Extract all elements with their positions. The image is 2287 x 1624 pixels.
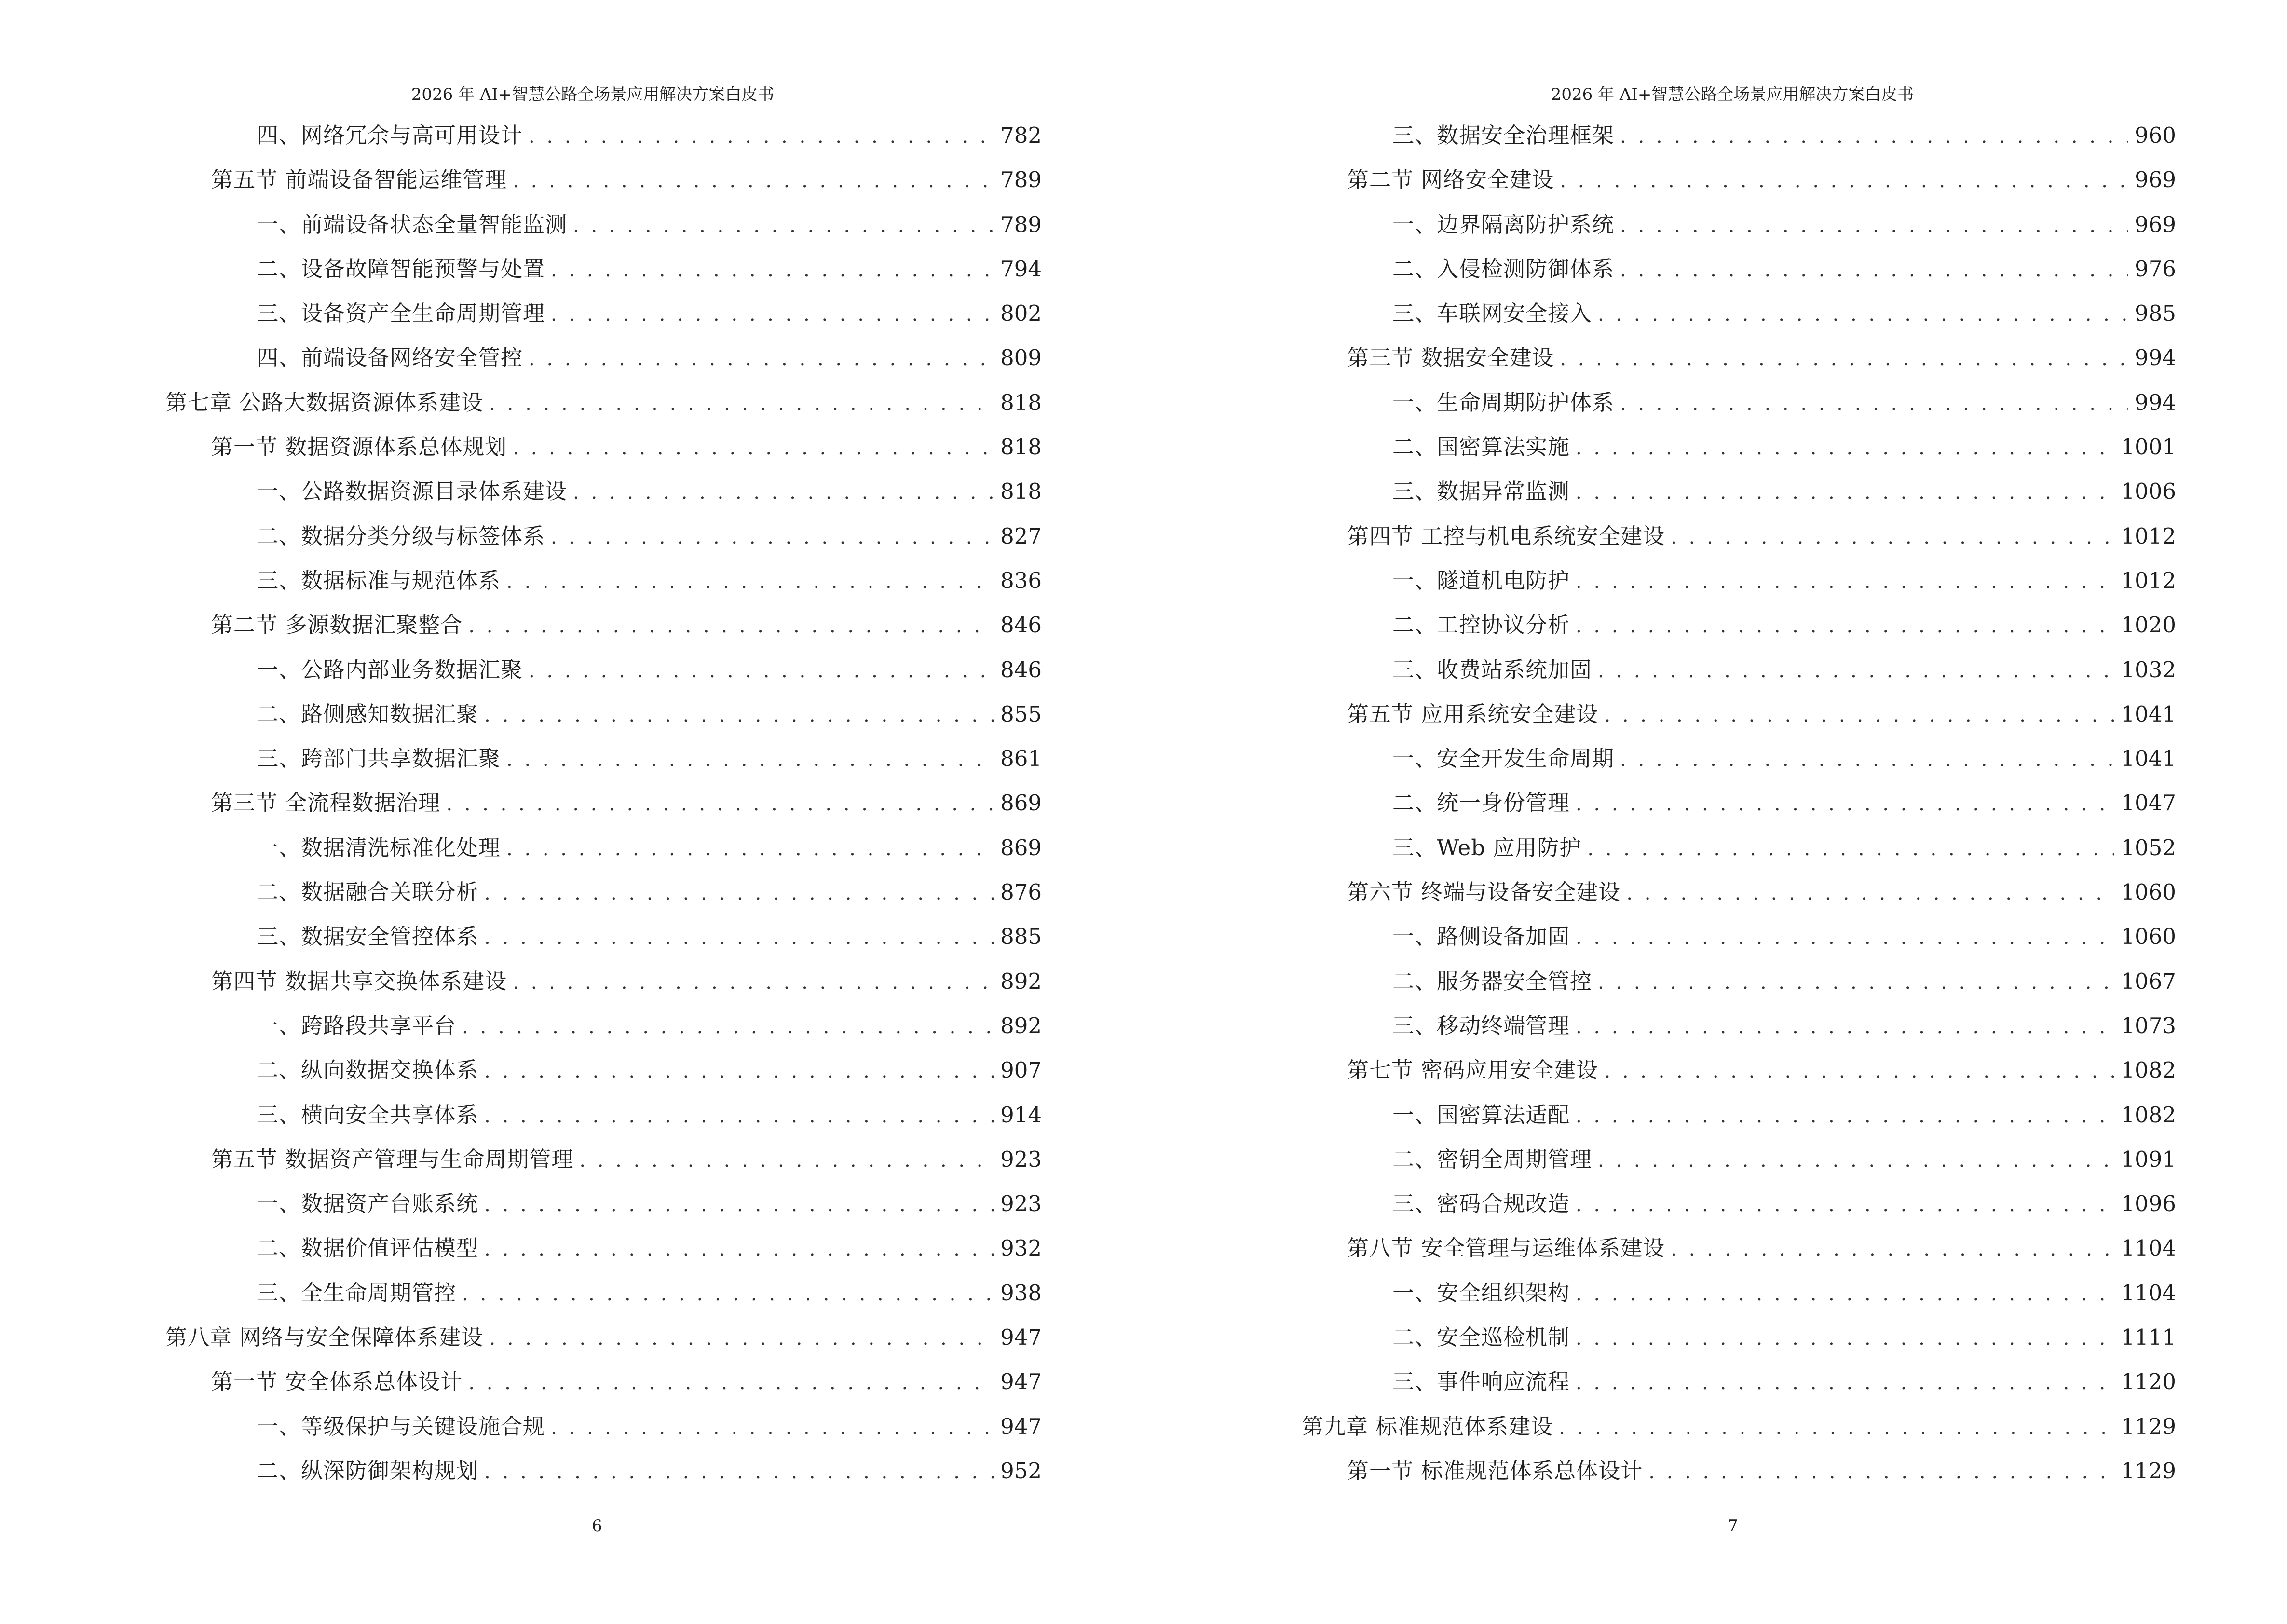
toc-entry-title: 一、生命周期防护体系 bbox=[1392, 389, 1615, 415]
toc-entry[interactable] bbox=[0, 118, 1042, 162]
dot-leader bbox=[484, 927, 994, 949]
toc-entry-page-number: 1111 bbox=[2121, 1324, 2176, 1351]
toc-entry-title: 二、纵深防御架构规划 bbox=[257, 1458, 479, 1484]
dot-leader bbox=[484, 1238, 994, 1260]
toc-entry-page-number: 932 bbox=[1000, 1235, 1042, 1261]
dot-leader bbox=[551, 1417, 994, 1439]
toc-entry-title: 二、数据融合关联分析 bbox=[257, 879, 479, 905]
toc-entry[interactable] bbox=[1144, 607, 2176, 652]
toc-entry-page-number: 914 bbox=[1000, 1102, 1042, 1128]
toc-entry-page-number: 1052 bbox=[2121, 834, 2176, 860]
dot-leader bbox=[484, 1105, 994, 1127]
toc-entry[interactable] bbox=[1144, 474, 2176, 518]
dot-leader bbox=[1587, 838, 2114, 860]
toc-entry-page-number: 1012 bbox=[2121, 567, 2176, 593]
toc-entry-title: 第三节 全流程数据治理 bbox=[211, 790, 441, 816]
toc-entry-page-number: 947 bbox=[1000, 1324, 1042, 1351]
toc-entry-page-number: 923 bbox=[1000, 1191, 1042, 1217]
page-number: 7 bbox=[1728, 1516, 1738, 1536]
dot-leader bbox=[1576, 571, 2114, 593]
toc-entry-page-number: 861 bbox=[1000, 746, 1042, 772]
toc-entry[interactable] bbox=[1144, 1275, 2176, 1320]
toc-entry-page-number: 1020 bbox=[2121, 612, 2176, 638]
dot-leader bbox=[506, 571, 994, 593]
toc-entry-page-number: 960 bbox=[2135, 123, 2176, 148]
toc-entry-page-number: 1067 bbox=[2121, 968, 2176, 994]
dot-leader bbox=[1576, 1016, 2114, 1038]
dot-leader bbox=[573, 215, 994, 237]
toc-entry[interactable] bbox=[0, 652, 1042, 696]
dot-leader bbox=[462, 1016, 994, 1038]
toc-entry[interactable] bbox=[0, 1008, 1042, 1052]
toc-entry-title: 第二节 网络安全建设 bbox=[1347, 167, 1554, 193]
dot-leader bbox=[1648, 1461, 2114, 1483]
toc-entry-page-number: 1032 bbox=[2121, 656, 2176, 682]
dot-leader bbox=[484, 1060, 994, 1082]
toc-entry-page-number: 994 bbox=[2135, 345, 2176, 371]
toc-entry-page-number: 1001 bbox=[2121, 434, 2176, 460]
toc-entry-title: 第二节 多源数据汇聚整合 bbox=[211, 612, 463, 638]
dot-leader bbox=[1576, 615, 2114, 637]
dot-leader bbox=[484, 1194, 994, 1216]
dot-leader bbox=[484, 1461, 994, 1483]
toc-entry-title: 一、等级保护与关键设施合规 bbox=[257, 1413, 545, 1439]
dot-leader bbox=[1576, 1194, 2114, 1216]
toc-entry[interactable] bbox=[0, 207, 1042, 251]
dot-leader bbox=[1620, 215, 2128, 237]
toc-entry[interactable] bbox=[0, 1409, 1042, 1453]
toc-entry-title: 二、数据分类分级与标签体系 bbox=[257, 523, 545, 549]
toc-entry[interactable] bbox=[1144, 251, 2176, 296]
toc-entry[interactable] bbox=[0, 296, 1042, 340]
toc-entry-page-number: 869 bbox=[1000, 790, 1042, 816]
toc-entry[interactable] bbox=[0, 1453, 1042, 1498]
toc-entry-page-number: 1047 bbox=[2121, 790, 2176, 816]
toc-entry-title: 二、安全巡检机制 bbox=[1392, 1324, 1570, 1351]
dot-leader bbox=[468, 1372, 994, 1394]
toc-entry-page-number: 1060 bbox=[2121, 924, 2176, 950]
toc-entry-title: 一、路侧设备加固 bbox=[1392, 924, 1570, 950]
dot-leader bbox=[1604, 704, 2114, 726]
toc-entry[interactable] bbox=[0, 251, 1042, 296]
toc-entry-title: 一、公路数据资源目录体系建设 bbox=[257, 478, 568, 505]
toc-entry-title: 二、国密算法实施 bbox=[1392, 434, 1570, 460]
toc-entry-title: 第一节 安全体系总体设计 bbox=[211, 1369, 463, 1395]
toc-entry[interactable] bbox=[0, 474, 1042, 518]
toc-entry-title: 三、密码合规改造 bbox=[1392, 1191, 1570, 1217]
dot-leader bbox=[1576, 481, 2114, 504]
toc-entry[interactable] bbox=[0, 162, 1042, 206]
dot-leader bbox=[1598, 303, 2128, 326]
toc-entry-page-number: 907 bbox=[1000, 1057, 1042, 1083]
dot-leader bbox=[1620, 393, 2128, 415]
toc-entry-page-number: 1104 bbox=[2121, 1280, 2176, 1306]
toc-entry-title: 第七章 公路大数据资源体系建设 bbox=[165, 389, 484, 415]
page-header: 2026 年 AI+智慧公路全场景应用解决方案白皮书 bbox=[411, 85, 775, 104]
dot-leader bbox=[1598, 1149, 2114, 1172]
toc-entry-page-number: 938 bbox=[1000, 1280, 1042, 1306]
toc-entry[interactable] bbox=[1144, 1453, 2176, 1498]
toc-entry-title: 一、数据清洗标准化处理 bbox=[257, 834, 501, 860]
toc-entry[interactable] bbox=[1144, 1364, 2176, 1408]
toc-entry-page-number: 1082 bbox=[2121, 1102, 2176, 1128]
toc-entry-title: 第五节 前端设备智能运维管理 bbox=[211, 167, 507, 193]
toc-entry-page-number: 952 bbox=[1000, 1458, 1042, 1484]
toc-entry[interactable] bbox=[1144, 964, 2176, 1008]
toc-entry[interactable] bbox=[1144, 429, 2176, 474]
dot-leader bbox=[468, 615, 994, 637]
toc-entry-page-number: 1129 bbox=[2121, 1458, 2176, 1484]
toc-entry[interactable] bbox=[1144, 118, 2176, 162]
page-number: 6 bbox=[592, 1516, 602, 1536]
toc-entry[interactable] bbox=[1144, 696, 2176, 741]
dot-leader bbox=[529, 125, 994, 148]
toc-entry[interactable] bbox=[0, 1230, 1042, 1275]
toc-entry-page-number: 809 bbox=[1000, 345, 1042, 371]
dot-leader bbox=[513, 971, 994, 994]
dot-leader bbox=[1671, 1238, 2114, 1260]
dot-leader bbox=[1576, 927, 2114, 949]
dot-leader bbox=[1576, 1283, 2114, 1305]
table-of-contents bbox=[1144, 118, 2176, 1498]
dot-leader bbox=[1620, 125, 2128, 148]
toc-entry[interactable] bbox=[1144, 830, 2176, 874]
toc-entry-page-number: 1129 bbox=[2121, 1413, 2176, 1439]
toc-entry-page-number: 794 bbox=[1000, 256, 1042, 282]
toc-entry-page-number: 885 bbox=[1000, 924, 1042, 950]
toc-entry[interactable] bbox=[0, 1052, 1042, 1097]
toc-entry-page-number: 802 bbox=[1000, 300, 1042, 327]
toc-entry-title: 二、工控协议分析 bbox=[1392, 612, 1570, 638]
toc-entry-page-number: 969 bbox=[2135, 167, 2176, 193]
toc-entry-page-number: 789 bbox=[1000, 167, 1042, 193]
toc-entry-title: 第七节 密码应用安全建设 bbox=[1347, 1057, 1599, 1083]
toc-entry-title: 第八节 安全管理与运维体系建设 bbox=[1347, 1235, 1665, 1261]
toc-entry-title: 一、边界隔离防护系统 bbox=[1392, 211, 1615, 237]
toc-entry[interactable] bbox=[0, 830, 1042, 874]
toc-entry-page-number: 818 bbox=[1000, 434, 1042, 460]
toc-entry[interactable] bbox=[0, 385, 1042, 429]
toc-entry[interactable] bbox=[1144, 785, 2176, 830]
toc-entry-title: 二、入侵检测防御体系 bbox=[1392, 256, 1615, 282]
dot-leader bbox=[1671, 526, 2114, 548]
toc-entry-title: 一、国密算法适配 bbox=[1392, 1102, 1570, 1128]
toc-entry-page-number: 1060 bbox=[2121, 879, 2176, 905]
toc-entry[interactable] bbox=[1144, 1186, 2176, 1230]
dot-leader bbox=[484, 704, 994, 726]
toc-entry[interactable] bbox=[1144, 1052, 2176, 1097]
toc-entry-title: 一、安全组织架构 bbox=[1392, 1280, 1570, 1306]
toc-entry-page-number: 947 bbox=[1000, 1413, 1042, 1439]
toc-entry-title: 一、安全开发生命周期 bbox=[1392, 746, 1615, 772]
toc-entry[interactable] bbox=[0, 964, 1042, 1008]
dot-leader bbox=[1598, 971, 2114, 994]
toc-entry-page-number: 1041 bbox=[2121, 701, 2176, 727]
toc-entry-page-number: 892 bbox=[1000, 1012, 1042, 1038]
toc-entry-page-number: 876 bbox=[1000, 879, 1042, 905]
toc-entry[interactable] bbox=[0, 1142, 1042, 1186]
toc-entry-page-number: 818 bbox=[1000, 478, 1042, 505]
toc-entry-page-number: 1096 bbox=[2121, 1191, 2176, 1217]
toc-entry[interactable] bbox=[1144, 919, 2176, 963]
toc-entry[interactable] bbox=[1144, 1230, 2176, 1275]
toc-entry-page-number: 789 bbox=[1000, 211, 1042, 237]
toc-entry-title: 二、服务器安全管控 bbox=[1392, 968, 1593, 994]
toc-entry[interactable] bbox=[0, 785, 1042, 830]
toc-entry[interactable] bbox=[1144, 652, 2176, 696]
toc-entry-page-number: 1082 bbox=[2121, 1057, 2176, 1083]
toc-entry-title: 第四节 工控与机电系统安全建设 bbox=[1347, 523, 1665, 549]
toc-entry-title: 第八章 网络与安全保障体系建设 bbox=[165, 1324, 484, 1351]
toc-entry[interactable] bbox=[1144, 1409, 2176, 1453]
toc-entry[interactable] bbox=[0, 1364, 1042, 1408]
toc-entry-title: 一、跨路段共享平台 bbox=[257, 1012, 457, 1038]
toc-entry-title: 二、密钥全周期管理 bbox=[1392, 1146, 1593, 1172]
dot-leader bbox=[1598, 660, 2114, 682]
toc-entry-title: 二、设备故障智能预警与处置 bbox=[257, 256, 545, 282]
toc-entry[interactable] bbox=[1144, 1320, 2176, 1364]
toc-entry[interactable] bbox=[0, 741, 1042, 785]
toc-entry-page-number: 976 bbox=[2135, 256, 2176, 282]
toc-entry-page-number: 1073 bbox=[2121, 1012, 2176, 1038]
toc-entry-title: 三、事件响应流程 bbox=[1392, 1369, 1570, 1395]
toc-entry-page-number: 782 bbox=[1000, 123, 1042, 148]
toc-entry-title: 二、统一身份管理 bbox=[1392, 790, 1570, 816]
dot-leader bbox=[1626, 882, 2114, 904]
toc-entry-title: 三、移动终端管理 bbox=[1392, 1012, 1570, 1038]
toc-entry[interactable] bbox=[1144, 1142, 2176, 1186]
toc-entry-title: 一、前端设备状态全量智能监测 bbox=[257, 211, 568, 237]
toc-entry[interactable] bbox=[1144, 385, 2176, 429]
toc-entry-title: 三、数据异常监测 bbox=[1392, 478, 1570, 505]
toc-entry-page-number: 892 bbox=[1000, 968, 1042, 994]
toc-entry-page-number: 923 bbox=[1000, 1146, 1042, 1172]
dot-leader bbox=[1620, 749, 2114, 771]
toc-entry[interactable] bbox=[1144, 563, 2176, 607]
toc-entry-title: 一、数据资产台账系统 bbox=[257, 1191, 479, 1217]
toc-entry-title: 二、路侧感知数据汇聚 bbox=[257, 701, 479, 727]
dot-leader bbox=[573, 481, 994, 504]
toc-entry-page-number: 1041 bbox=[2121, 746, 2176, 772]
toc-entry-page-number: 1120 bbox=[2121, 1369, 2176, 1395]
dot-leader bbox=[529, 660, 994, 682]
page-header: 2026 年 AI+智慧公路全场景应用解决方案白皮书 bbox=[1551, 85, 1914, 104]
toc-entry-title: 四、网络冗余与高可用设计 bbox=[257, 123, 523, 148]
toc-entry[interactable] bbox=[0, 1320, 1042, 1364]
toc-entry-page-number: 827 bbox=[1000, 523, 1042, 549]
dot-leader bbox=[506, 749, 994, 771]
toc-entry[interactable] bbox=[0, 607, 1042, 652]
dot-leader bbox=[1576, 1105, 2114, 1127]
toc-entry[interactable] bbox=[0, 919, 1042, 963]
toc-entry-page-number: 855 bbox=[1000, 701, 1042, 727]
toc-entry[interactable] bbox=[0, 1275, 1042, 1320]
toc-entry[interactable] bbox=[1144, 1097, 2176, 1142]
toc-entry-page-number: 969 bbox=[2135, 211, 2176, 237]
toc-entry[interactable] bbox=[1144, 296, 2176, 340]
toc-entry-title: 第四节 数据共享交换体系建设 bbox=[211, 968, 507, 994]
dot-leader bbox=[1560, 170, 2128, 192]
dot-leader bbox=[579, 1149, 994, 1172]
toc-entry-page-number: 994 bbox=[2135, 389, 2176, 415]
toc-entry[interactable] bbox=[1144, 519, 2176, 563]
dot-leader bbox=[1560, 348, 2128, 370]
toc-entry-title: 三、数据安全管控体系 bbox=[257, 924, 479, 950]
dot-leader bbox=[1576, 437, 2114, 459]
toc-entry[interactable] bbox=[0, 563, 1042, 607]
toc-entry-title: 三、Web 应用防护 bbox=[1392, 834, 1582, 860]
toc-entry[interactable] bbox=[0, 1097, 1042, 1142]
toc-entry-page-number: 818 bbox=[1000, 389, 1042, 415]
toc-entry[interactable] bbox=[0, 519, 1042, 563]
dot-leader bbox=[1576, 793, 2114, 815]
toc-entry-title: 二、纵向数据交换体系 bbox=[257, 1057, 479, 1083]
toc-entry-title: 三、车联网安全接入 bbox=[1392, 300, 1593, 327]
toc-entry[interactable] bbox=[0, 340, 1042, 384]
dot-leader bbox=[489, 393, 994, 415]
dot-leader bbox=[446, 793, 994, 815]
toc-entry-title: 第五节 数据资产管理与生命周期管理 bbox=[211, 1146, 574, 1172]
toc-entry-title: 三、收费站系统加固 bbox=[1392, 656, 1593, 682]
toc-entry[interactable] bbox=[0, 1186, 1042, 1230]
dot-leader bbox=[1559, 1417, 2114, 1439]
dot-leader bbox=[1604, 1060, 2114, 1082]
dot-leader bbox=[513, 170, 994, 192]
dot-leader bbox=[489, 1327, 994, 1350]
dot-leader bbox=[529, 348, 994, 370]
toc-entry-title: 第一节 数据资源体系总体规划 bbox=[211, 434, 507, 460]
toc-entry-title: 三、设备资产全生命周期管理 bbox=[257, 300, 545, 327]
toc-entry[interactable] bbox=[0, 874, 1042, 919]
dot-leader bbox=[1620, 259, 2128, 281]
dot-leader bbox=[484, 882, 994, 904]
dot-leader bbox=[1576, 1372, 2114, 1394]
toc-entry-title: 三、数据标准与规范体系 bbox=[257, 567, 501, 593]
dot-leader bbox=[506, 838, 994, 860]
dot-leader bbox=[551, 303, 994, 326]
toc-entry-title: 第一节 标准规范体系总体设计 bbox=[1347, 1458, 1643, 1484]
toc-entry-page-number: 947 bbox=[1000, 1369, 1042, 1395]
toc-entry-page-number: 869 bbox=[1000, 834, 1042, 860]
toc-entry-page-number: 846 bbox=[1000, 612, 1042, 638]
toc-entry-title: 四、前端设备网络安全管控 bbox=[257, 345, 523, 371]
toc-entry[interactable] bbox=[1144, 162, 2176, 206]
toc-entry[interactable] bbox=[1144, 874, 2176, 919]
toc-entry[interactable] bbox=[1144, 741, 2176, 785]
toc-entry[interactable] bbox=[1144, 207, 2176, 251]
toc-entry-page-number: 1104 bbox=[2121, 1235, 2176, 1261]
toc-entry-title: 三、跨部门共享数据汇聚 bbox=[257, 746, 501, 772]
toc-entry[interactable] bbox=[1144, 340, 2176, 384]
toc-entry-title: 二、数据价值评估模型 bbox=[257, 1235, 479, 1261]
dot-leader bbox=[513, 437, 994, 459]
toc-entry[interactable] bbox=[0, 429, 1042, 474]
toc-entry-title: 三、横向安全共享体系 bbox=[257, 1102, 479, 1128]
toc-entry-page-number: 1006 bbox=[2121, 478, 2176, 505]
toc-entry-title: 一、隧道机电防护 bbox=[1392, 567, 1570, 593]
toc-entry-page-number: 985 bbox=[2135, 300, 2176, 327]
toc-entry[interactable] bbox=[1144, 1008, 2176, 1052]
dot-leader bbox=[551, 526, 994, 548]
toc-entry-title: 三、全生命周期管控 bbox=[257, 1280, 457, 1306]
dot-leader bbox=[462, 1283, 994, 1305]
toc-entry[interactable] bbox=[0, 696, 1042, 741]
toc-entry-page-number: 836 bbox=[1000, 567, 1042, 593]
toc-entry-title: 第六节 终端与设备安全建设 bbox=[1347, 879, 1621, 905]
toc-entry-title: 三、数据安全治理框架 bbox=[1392, 123, 1615, 148]
toc-entry-title: 第三节 数据安全建设 bbox=[1347, 345, 1554, 371]
toc-entry-title: 第九章 标准规范体系建设 bbox=[1302, 1413, 1553, 1439]
dot-leader bbox=[551, 259, 994, 281]
dot-leader bbox=[1576, 1327, 2114, 1350]
toc-entry-page-number: 846 bbox=[1000, 656, 1042, 682]
toc-entry-page-number: 1091 bbox=[2121, 1146, 2176, 1172]
toc-entry-page-number: 1012 bbox=[2121, 523, 2176, 549]
toc-entry-title: 一、公路内部业务数据汇聚 bbox=[257, 656, 523, 682]
toc-entry-title: 第五节 应用系统安全建设 bbox=[1347, 701, 1599, 727]
right-page bbox=[1144, 0, 2287, 1624]
table-of-contents bbox=[0, 118, 1042, 1498]
